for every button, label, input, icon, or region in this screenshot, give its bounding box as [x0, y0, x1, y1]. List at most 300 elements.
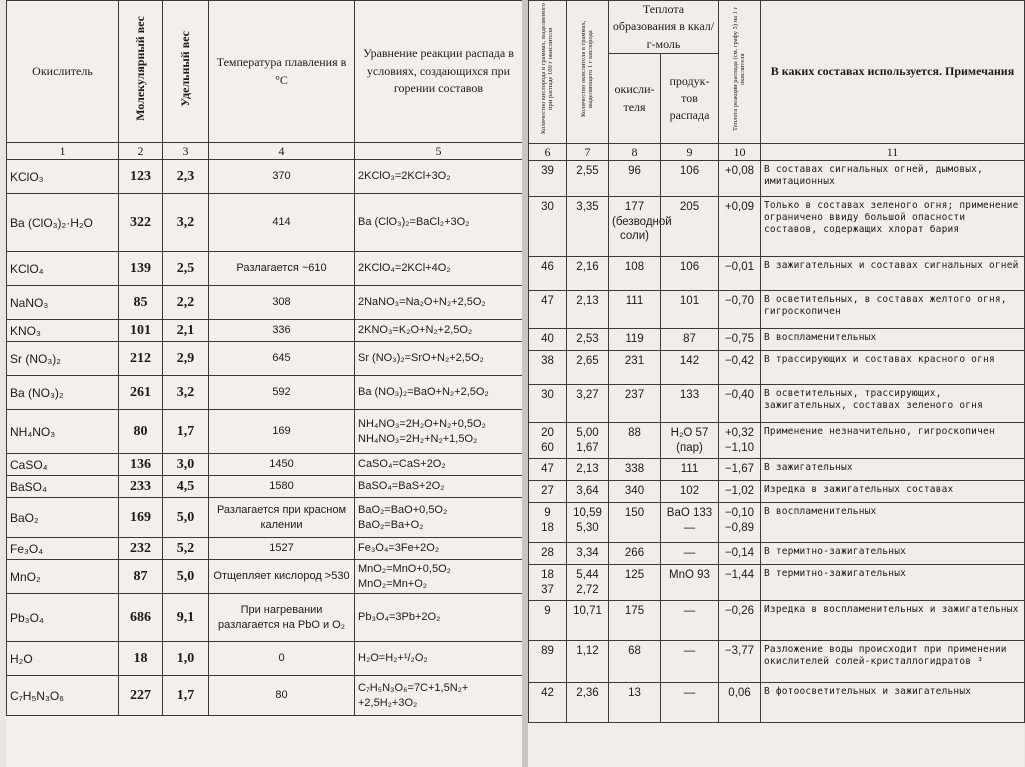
- reaction-heat-cell: [719, 565, 761, 601]
- molecular-weight-cell: 85: [119, 286, 163, 320]
- oxygen-amount-cell: [529, 641, 567, 683]
- melting-temp-cell: 1527: [209, 538, 355, 560]
- value-line: 111: [625, 295, 644, 308]
- value-line: 46: [541, 261, 554, 274]
- molecular-weight-cell: 686: [119, 594, 163, 642]
- oxidizer-cell: Ba (ClO₃)₂·H₂O: [7, 194, 119, 252]
- oxidizer-cell: Ba (NO₃)₂: [7, 376, 119, 410]
- heat-products-cell: [661, 503, 719, 543]
- header-specific-weight: Удельный вес: [163, 1, 209, 143]
- column-numbers-row: [7, 143, 523, 160]
- value-line: 3,27: [576, 389, 599, 402]
- value-line: 47: [541, 463, 554, 476]
- value-line: −0,01: [724, 261, 755, 274]
- specific-weight-cell: 5,2: [163, 538, 209, 560]
- melting-temp-cell: Разлагается ~610: [209, 252, 355, 286]
- usage-note-cell: В термитно-зажигательных: [761, 565, 1025, 601]
- oxidizer-cell: KClO₃: [7, 160, 119, 194]
- melting-temp-cell: Отщепляет кислород >530: [209, 560, 355, 594]
- equation-cell: [355, 538, 523, 560]
- heat-products-cell: [661, 385, 719, 423]
- heat-products-cell: [661, 161, 719, 197]
- reaction-heat-cell: [719, 601, 761, 641]
- table-row: [529, 543, 1025, 565]
- header-oxidizer: Окислитель: [7, 1, 119, 143]
- usage-note-cell: В зажигательных: [761, 459, 1025, 481]
- value-line: 106: [679, 165, 700, 178]
- value-line: −0,10: [724, 507, 755, 520]
- value-line: 340: [624, 485, 645, 498]
- header-molecular-weight: Молекулярный вес: [119, 1, 163, 143]
- usage-note-cell: В зажигательных и составах сигнальных огней: [761, 257, 1025, 291]
- header-oxygen-amount: Количество кислорода в граммах, выделяемого при распаде 100 г окислителя: [529, 1, 567, 144]
- value-line: 108: [624, 261, 645, 274]
- specific-weight-cell: 2,3: [163, 160, 209, 194]
- header-usage-notes: В каких составах используется. Примечания: [761, 1, 1025, 144]
- oxidizer-cell: H₂O: [7, 642, 119, 676]
- equation-cell: [355, 342, 523, 376]
- table-row: [529, 197, 1025, 257]
- equation-line: MnO₂=MnO+0,5O₂: [358, 563, 451, 576]
- heat-oxidizer-cell: [609, 257, 661, 291]
- value-line: 68: [628, 645, 641, 658]
- melting-temp-cell: Разлагается при красном калении: [209, 498, 355, 538]
- value-line: —: [683, 605, 696, 618]
- value-line: 18: [541, 521, 554, 534]
- specific-weight-cell: 9,1: [163, 594, 209, 642]
- column-numbers-row: [529, 144, 1025, 161]
- melting-temp-cell: 0: [209, 642, 355, 676]
- melting-temp-cell: 1580: [209, 476, 355, 498]
- value-line: 37: [541, 583, 554, 596]
- reaction-heat-cell: [719, 481, 761, 503]
- oxidizer-grams-cell: [567, 641, 609, 683]
- table-row: [7, 676, 523, 716]
- col-number: 11: [761, 144, 1025, 161]
- table-row: [529, 329, 1025, 351]
- col-number: 4: [209, 143, 355, 160]
- oxidizer-grams-cell: [567, 197, 609, 257]
- value-line: 102: [679, 485, 700, 498]
- equation-line: MnO₂=Mn+O₂: [358, 577, 428, 590]
- equation-line: Ba (ClO₃)₂=BaCl₂+3O₂: [358, 216, 470, 229]
- value-line: 47: [541, 295, 554, 308]
- value-line: 2,72: [576, 583, 599, 596]
- table-row: [7, 286, 523, 320]
- value-line: 101: [679, 295, 700, 308]
- reaction-heat-cell: [719, 423, 761, 459]
- oxidizer-grams-cell: [567, 503, 609, 543]
- equation-cell: [355, 320, 523, 342]
- value-line: 0,06: [728, 687, 751, 700]
- reaction-heat-cell: [719, 257, 761, 291]
- col-number: 7: [567, 144, 609, 161]
- equation-line: Fe₃O₄=3Fe+2O₂: [358, 542, 440, 555]
- value-line: 39: [541, 165, 554, 178]
- melting-temp-cell: 80: [209, 676, 355, 716]
- table-row: [529, 565, 1025, 601]
- oxidizer-cell: NaNO₃: [7, 286, 119, 320]
- value-line: BaO 133: [666, 507, 713, 520]
- col-number: 2: [119, 143, 163, 160]
- value-line: —: [683, 547, 696, 560]
- specific-weight-cell: 3,2: [163, 194, 209, 252]
- value-line: 5,30: [576, 521, 599, 534]
- value-line: 1,67: [576, 441, 599, 454]
- usage-note-cell: Разложение воды происходит при применении окислителей солей-кристаллогидратов ³: [761, 641, 1025, 683]
- oxygen-amount-cell: [529, 543, 567, 565]
- heat-oxidizer-cell: [609, 291, 661, 329]
- oxidizer-cell: Pb₃O₄: [7, 594, 119, 642]
- oxidizer-cell: C₇H₅N₃O₆: [7, 676, 119, 716]
- specific-weight-cell: 1,7: [163, 676, 209, 716]
- table-row: [529, 161, 1025, 197]
- molecular-weight-cell: 212: [119, 342, 163, 376]
- heat-oxidizer-cell: [609, 481, 661, 503]
- table-row: [7, 320, 523, 342]
- value-line: 2,55: [576, 165, 599, 178]
- value-line: 111: [680, 463, 699, 476]
- col-number: 3: [163, 143, 209, 160]
- value-line: 30: [541, 201, 554, 214]
- col-number: 9: [661, 144, 719, 161]
- table-row: [529, 291, 1025, 329]
- heat-oxidizer-cell: [609, 543, 661, 565]
- value-line: —: [683, 687, 696, 700]
- reaction-heat-cell: [719, 543, 761, 565]
- equation-line: 2KNO₃=K₂O+N₂+2,5O₂: [358, 324, 473, 337]
- oxidizer-grams-cell: [567, 385, 609, 423]
- specific-weight-cell: 5,0: [163, 560, 209, 594]
- oxygen-amount-cell: [529, 503, 567, 543]
- oxidizer-cell: BaO₂: [7, 498, 119, 538]
- table-row: [7, 342, 523, 376]
- heat-products-cell: [661, 601, 719, 641]
- table-row: [529, 423, 1025, 459]
- equation-line: 2KClO₃=2KCl+3O₂: [358, 170, 451, 183]
- table-row: [529, 683, 1025, 723]
- oxidizer-grams-cell: [567, 257, 609, 291]
- table-row: [7, 538, 523, 560]
- specific-weight-cell: 2,9: [163, 342, 209, 376]
- value-line: +0,09: [724, 201, 755, 214]
- table-row: [529, 257, 1025, 291]
- table-row: [529, 459, 1025, 481]
- value-line: 87: [683, 333, 696, 346]
- usage-note-cell: В воспламенительных: [761, 329, 1025, 351]
- oxidizer-grams-cell: [567, 481, 609, 503]
- value-line: H₂O 57: [670, 427, 709, 440]
- oxygen-amount-cell: [529, 481, 567, 503]
- melting-temp-cell: 370: [209, 160, 355, 194]
- oxidizer-grams-cell: [567, 351, 609, 385]
- oxygen-amount-cell: [529, 683, 567, 723]
- equation-cell: [355, 594, 523, 642]
- value-line: 106: [679, 261, 700, 274]
- oxidizer-cell: Fe₃O₄: [7, 538, 119, 560]
- value-line: 231: [624, 355, 645, 368]
- reaction-heat-cell: [719, 683, 761, 723]
- equation-cell: [355, 410, 523, 454]
- col-number: 6: [529, 144, 567, 161]
- table-row: [7, 194, 523, 252]
- equation-cell: [355, 676, 523, 716]
- molecular-weight-cell: 169: [119, 498, 163, 538]
- oxidizer-grams-cell: [567, 565, 609, 601]
- table-row: [7, 252, 523, 286]
- melting-temp-cell: 414: [209, 194, 355, 252]
- table-row: [7, 376, 523, 410]
- oxidizer-grams-cell: [567, 683, 609, 723]
- oxidizer-cell: KNO₃: [7, 320, 119, 342]
- col-number: 8: [609, 144, 661, 161]
- value-line: 3,34: [576, 547, 599, 560]
- reaction-heat-cell: [719, 161, 761, 197]
- header-heat-of-formation: Теплота образования в ккал/г-моль: [609, 1, 719, 54]
- equation-cell: [355, 642, 523, 676]
- value-line: 28: [541, 547, 554, 560]
- equation-line: BaSO₄=BaS+2O₂: [358, 480, 445, 493]
- equation-cell: [355, 376, 523, 410]
- value-line: 20: [541, 427, 554, 440]
- equation-line: 2NaNO₃=Na₂O+N₂+2,5O₂: [358, 296, 486, 309]
- oxidizer-grams-cell: [567, 459, 609, 481]
- equation-line: H₂O=H₂+¹/₂O₂: [358, 652, 428, 665]
- equation-line: BaO₂=BaO+0,5O₂: [358, 504, 448, 517]
- usage-note-cell: В трассирующих и составах красного огня: [761, 351, 1025, 385]
- oxygen-amount-cell: [529, 423, 567, 459]
- reaction-heat-cell: [719, 641, 761, 683]
- usage-note-cell: В осветительных, трассирующих, зажигательных, составах зеленого огня: [761, 385, 1025, 423]
- col-number: 1: [7, 143, 119, 160]
- value-line: 133: [679, 389, 700, 402]
- oxidizer-grams-cell: [567, 601, 609, 641]
- reaction-heat-cell: [719, 503, 761, 543]
- usage-note-cell: В фотоосветительных и зажигательных: [761, 683, 1025, 723]
- heat-oxidizer-cell: [609, 197, 672, 257]
- oxidizer-grams-cell: [567, 423, 609, 459]
- oxidizer-heat-table: [528, 0, 1025, 723]
- header-melting-temp: Температура плавления в °С: [209, 1, 355, 143]
- specific-weight-cell: 2,5: [163, 252, 209, 286]
- melting-temp-cell: 1450: [209, 454, 355, 476]
- value-line: 338: [624, 463, 645, 476]
- value-line: 40: [541, 333, 554, 346]
- value-line: −1,10: [724, 441, 755, 454]
- oxidizer-cell: NH₄NO₃: [7, 410, 119, 454]
- oxidizer-cell: KClO₄: [7, 252, 119, 286]
- molecular-weight-cell: 232: [119, 538, 163, 560]
- value-line: 205: [679, 201, 700, 214]
- oxygen-amount-cell: [529, 565, 567, 601]
- oxidizer-cell: BaSO₄: [7, 476, 119, 498]
- left-page: [6, 0, 522, 767]
- heat-products-cell: [661, 257, 719, 291]
- reaction-heat-cell: [719, 291, 761, 329]
- specific-weight-cell: 2,1: [163, 320, 209, 342]
- molecular-weight-cell: 261: [119, 376, 163, 410]
- oxidizer-cell: MnO₂: [7, 560, 119, 594]
- header-heat-products: продук- тов распада: [661, 54, 719, 144]
- heat-products-cell: [661, 543, 719, 565]
- oxidizer-properties-table: [6, 0, 523, 716]
- heat-oxidizer-cell: [609, 641, 661, 683]
- heat-products-cell: [661, 351, 719, 385]
- value-line: −1,44: [724, 569, 755, 582]
- value-line: 5,00: [576, 427, 599, 440]
- heat-oxidizer-cell: [609, 161, 661, 197]
- value-line: 125: [624, 569, 645, 582]
- table-row: [7, 454, 523, 476]
- melting-temp-cell: 308: [209, 286, 355, 320]
- melting-temp-cell: 169: [209, 410, 355, 454]
- molecular-weight-cell: 233: [119, 476, 163, 498]
- molecular-weight-cell: 101: [119, 320, 163, 342]
- reaction-heat-cell: [719, 385, 761, 423]
- equation-line: BaO₂=Ba+O₂: [358, 518, 424, 531]
- oxygen-amount-cell: [529, 601, 567, 641]
- melting-temp-cell: 592: [209, 376, 355, 410]
- value-line: 9: [544, 605, 551, 618]
- molecular-weight-cell: 136: [119, 454, 163, 476]
- value-line: 266: [624, 547, 645, 560]
- usage-note-cell: Только в составах зеленого огня; применение ограничено ввиду большой опасности составов, содержащих хлорат бария: [761, 197, 1025, 257]
- value-line: −0,26: [724, 605, 755, 618]
- oxidizer-grams-cell: [567, 291, 609, 329]
- value-line: —: [683, 645, 696, 658]
- equation-line: Ba (NO₃)₂=BaO+N₂+2,5O₂: [358, 386, 489, 399]
- value-line: 3,35: [576, 201, 599, 214]
- value-line: 2,13: [576, 295, 599, 308]
- table-row: [529, 641, 1025, 683]
- usage-note-cell: В осветительных, в составах желтого огня, гигроскопичен: [761, 291, 1025, 329]
- heat-products-cell: [661, 565, 719, 601]
- value-line: −0,70: [724, 295, 755, 308]
- oxygen-amount-cell: [529, 351, 567, 385]
- specific-weight-cell: 3,0: [163, 454, 209, 476]
- value-line: 142: [679, 355, 700, 368]
- specific-weight-cell: 1,0: [163, 642, 209, 676]
- value-line: −0,40: [724, 389, 755, 402]
- oxygen-amount-cell: [529, 385, 567, 423]
- equation-cell: [355, 560, 523, 594]
- oxidizer-cell: CaSO₄: [7, 454, 119, 476]
- equation-line: Pb₃O₄=3Pb+2O₂: [358, 611, 441, 624]
- heat-products-cell: [661, 423, 719, 459]
- table-row: [529, 503, 1025, 543]
- equation-cell: [355, 476, 523, 498]
- value-line: −1,67: [724, 463, 755, 476]
- oxygen-amount-cell: [529, 291, 567, 329]
- oxidizer-grams-cell: [567, 543, 609, 565]
- value-line: 30: [541, 389, 554, 402]
- molecular-weight-cell: 139: [119, 252, 163, 286]
- value-line: 10,71: [573, 605, 602, 618]
- molecular-weight-cell: 87: [119, 560, 163, 594]
- value-line: 1,12: [576, 645, 599, 658]
- specific-weight-cell: 2,2: [163, 286, 209, 320]
- value-line: −0,42: [724, 355, 755, 368]
- reaction-heat-cell: [719, 197, 761, 257]
- reaction-heat-cell: [719, 329, 761, 351]
- value-line: 237: [624, 389, 645, 402]
- usage-note-cell: Изредка в воспламенительных и зажигательных: [761, 601, 1025, 641]
- value-line: +0,08: [724, 165, 755, 178]
- equation-cell: [355, 160, 523, 194]
- equation-line: C₇H₅N₃O₆=7C+1,5N₂+: [358, 682, 469, 695]
- heat-oxidizer-cell: [609, 329, 661, 351]
- oxidizer-grams-cell: [567, 329, 609, 351]
- value-line: −1,02: [724, 485, 755, 498]
- heat-oxidizer-cell: [609, 351, 661, 385]
- value-line: 13: [628, 687, 641, 700]
- heat-products-cell: [661, 641, 719, 683]
- heat-oxidizer-cell: [609, 503, 661, 543]
- equation-cell: [355, 194, 523, 252]
- header-oxidizer-grams: Количество окислителя в граммах, выделяющего 1 г кислорода: [567, 1, 609, 144]
- equation-line: +2,5H₂+3O₂: [358, 696, 418, 709]
- heat-products-cell: [661, 683, 719, 723]
- value-line: 89: [541, 645, 554, 658]
- molecular-weight-cell: 80: [119, 410, 163, 454]
- table-row: [529, 385, 1025, 423]
- value-line: 10,59: [573, 507, 602, 520]
- value-line: −0,75: [724, 333, 755, 346]
- usage-note-cell: Изредка в зажигательных составах: [761, 481, 1025, 503]
- equation-cell: [355, 498, 523, 538]
- value-line: 2,65: [576, 355, 599, 368]
- reaction-heat-cell: [719, 351, 761, 385]
- heat-products-cell: [661, 459, 719, 481]
- usage-note-cell: В составах сигнальных огней, дымовых, имитационных: [761, 161, 1025, 197]
- table-row: [7, 560, 523, 594]
- equation-cell: [355, 286, 523, 320]
- value-line: 88: [628, 427, 641, 440]
- value-line: 60: [541, 441, 554, 454]
- heat-products-cell: [661, 291, 719, 329]
- value-line: 42: [541, 687, 554, 700]
- table-row: [7, 410, 523, 454]
- oxygen-amount-cell: [529, 257, 567, 291]
- usage-note-cell: В воспламенительных: [761, 503, 1025, 543]
- value-line: 18: [541, 569, 554, 582]
- header-reaction-heat: Теплота реакции распада (см. графу 5) на 1 г окислителя: [719, 1, 761, 144]
- value-line: −0,14: [724, 547, 755, 560]
- value-line: 119: [625, 333, 644, 346]
- oxygen-amount-cell: [529, 459, 567, 481]
- table-row: [7, 642, 523, 676]
- oxidizer-grams-cell: [567, 161, 609, 197]
- equation-line: CaSO₄=CaS+2O₂: [358, 458, 446, 471]
- heat-oxidizer-cell: [609, 683, 661, 723]
- usage-note-cell: Применение незначительно, гигроскопичен: [761, 423, 1025, 459]
- right-page: [528, 0, 1024, 767]
- table-row: [7, 594, 523, 642]
- specific-weight-cell: 4,5: [163, 476, 209, 498]
- value-line: —: [683, 521, 696, 534]
- molecular-weight-cell: 227: [119, 676, 163, 716]
- specific-weight-cell: 5,0: [163, 498, 209, 538]
- melting-temp-cell: При нагревании разлагается на PbO и O₂: [209, 594, 355, 642]
- heat-oxidizer-cell: [609, 565, 661, 601]
- value-line: 38: [541, 355, 554, 368]
- equation-line: NH₄NO₃=2H₂O+N₂+0,5O₂: [358, 418, 486, 431]
- heat-oxidizer-cell: [609, 423, 661, 459]
- value-line: 177 (безводной соли): [612, 201, 672, 242]
- value-line: −0,89: [724, 521, 755, 534]
- value-line: 5,44: [576, 569, 599, 582]
- reaction-heat-cell: [719, 459, 761, 481]
